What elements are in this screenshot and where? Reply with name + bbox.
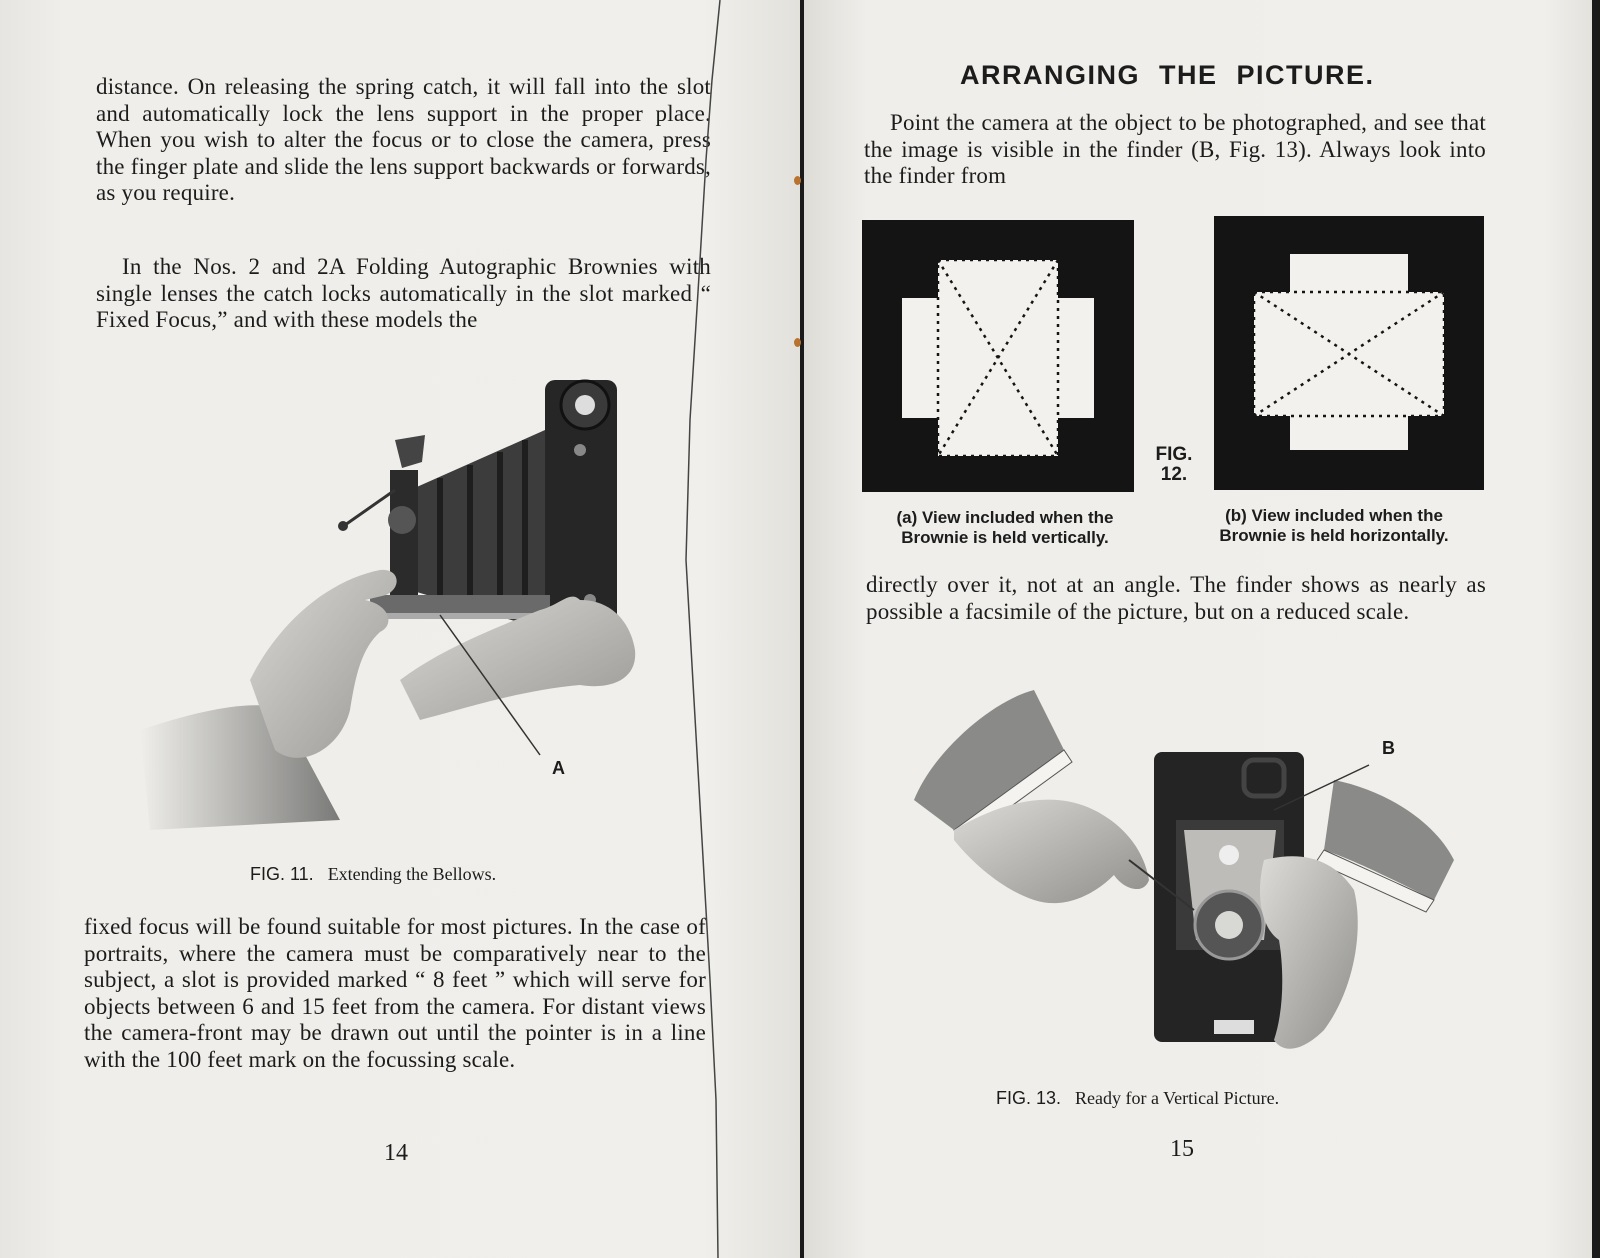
- left-paragraph-2: In the Nos. 2 and 2A Folding Autographic Brownies with single lenses the catch locks automatically in the slot marked “ Fixed Focus,” and with these models the: [96, 254, 711, 332]
- fig13-title: Ready for a Vertical Picture.: [1075, 1088, 1280, 1108]
- fig11-callout-a: A: [552, 758, 565, 778]
- left-paragraph-1: distance. On releasing the spring catch, it will fall into the slot and automatically lock the lens support in the proper place. When you wish to alter the focus or to close the camera, press the finger plate and slide the lens support backwards or forwards, as you require.: [96, 74, 711, 205]
- right-paragraph-2: directly over it, not at an angle. The finder shows as nearly as possible a facsimile of the picture, but on a reduced scale.: [866, 572, 1486, 624]
- left-page-number: 14: [384, 1140, 408, 1166]
- fig12a-caption-line1: (a) View included when the: [896, 508, 1114, 527]
- fig12b-finder-view: [1214, 216, 1484, 490]
- fig11-illustration: [140, 350, 660, 830]
- fig11-title: Extending the Bellows.: [327, 864, 497, 884]
- fig12a-caption: [860, 508, 1150, 548]
- fig12-label-line2: 12.: [1160, 464, 1188, 485]
- bed-rail-shape: [370, 595, 550, 619]
- fig12a-finder-view: [862, 220, 1134, 492]
- fig13-callout-b: B: [1382, 738, 1395, 758]
- fig12b-caption: [1184, 506, 1484, 546]
- section-heading: ARRANGING THE PICTURE.: [960, 60, 1375, 90]
- fig12a-caption-line2: Brownie is held vertically.: [901, 528, 1109, 547]
- fig13-label: FIG. 13.: [996, 1088, 1062, 1108]
- binding-thread-mark: [794, 176, 801, 185]
- fig11-caption: [250, 864, 496, 885]
- fig12b-caption-line1: (b) View included when the: [1225, 506, 1443, 525]
- fig13-caption: [996, 1088, 1279, 1109]
- right-paragraph-1: Point the camera at the object to be photographed, and see that the image is visible in the finder (B, Fig. 13). Always look into the finder from: [864, 110, 1486, 188]
- fig12-label-line1: FIG.: [1155, 444, 1193, 465]
- right-page: [804, 0, 1592, 1258]
- page-tear-line: [682, 0, 722, 1258]
- fig13-illustration: [914, 690, 1454, 1080]
- left-paragraph-3: fixed focus will be found suitable for most pictures. In the case of portraits, where the camera must be comparatively near to the subject, a slot is provided marked “ 8 feet ” which will serve for objects between 6 and 15 feet from the camera. For distant views the camera-front may be drawn out until the pointer is in a line with the 100 feet mark on the focussing scale.: [84, 914, 706, 1072]
- fig12b-caption-line2: Brownie is held horizontally.: [1219, 526, 1449, 545]
- right-page-number: 15: [1170, 1136, 1194, 1162]
- binding-thread-mark: [794, 338, 801, 347]
- fig11-label: FIG. 11.: [250, 864, 314, 884]
- fig12-label: [1144, 445, 1204, 485]
